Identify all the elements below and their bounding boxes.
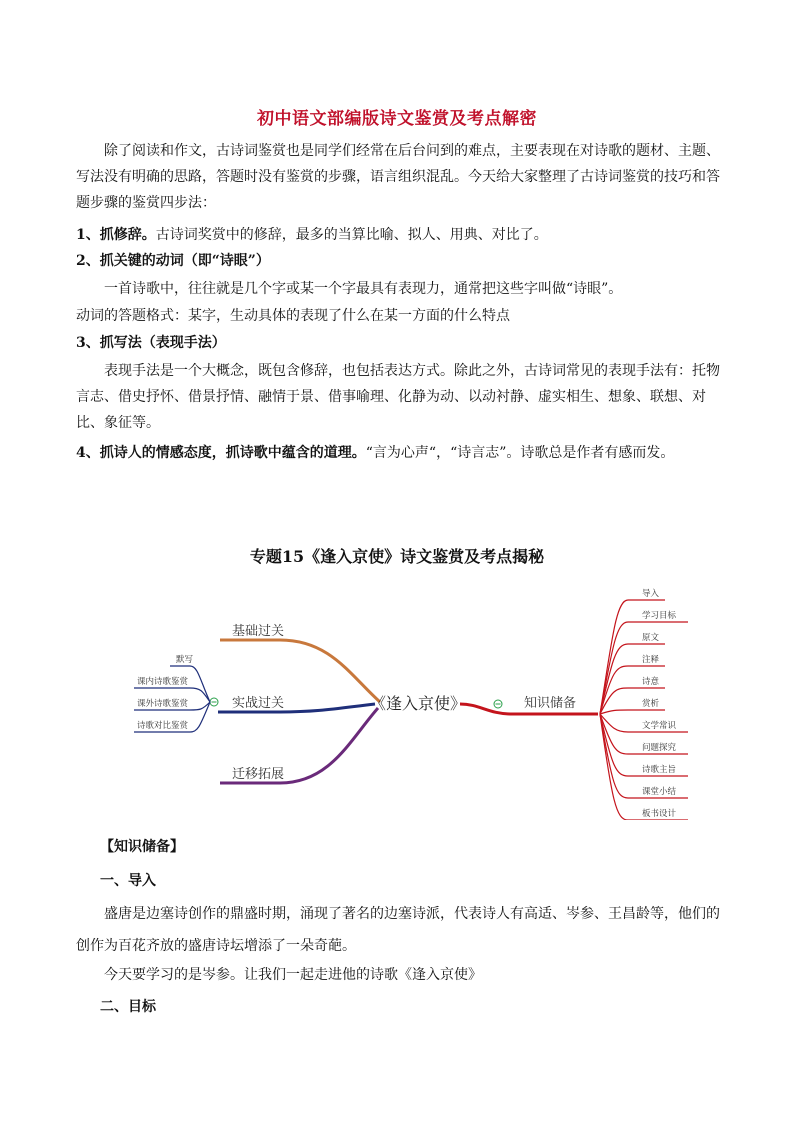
heading-daoru: 一、导入 — [100, 873, 156, 889]
sub-label-kenei: 课内诗歌鉴赏 — [137, 677, 189, 687]
branch-line-jichu — [220, 640, 380, 702]
sub-label-zhushi: 注释 — [642, 655, 660, 665]
center-node: 《逢入京使》 — [369, 694, 467, 713]
step-1 — [76, 222, 726, 248]
sub-label-shangxi: 赏析 — [642, 699, 660, 709]
step-2-answer-format: 动词的答题格式：某字，生动具体的表现了什么在某一方面的什么特点 — [76, 308, 510, 324]
step-4-heading: 4、抓诗人的情感态度，抓诗歌中蕴含的道理。 — [76, 445, 366, 461]
topic-subtitle: 专题15《逢入京使》诗文鉴赏及考点揭秘 — [249, 547, 545, 566]
branch-label-zhishi: 知识储备 — [523, 696, 577, 711]
page-title: 初中语文部编版诗文鉴赏及考点解密 — [257, 109, 537, 129]
sub-label-daoru: 导入 — [642, 589, 660, 599]
mind-map — [120, 580, 700, 820]
step-3-heading: 3、抓写法（表现手法） — [76, 335, 226, 351]
sub-label-duibi: 诗歌对比鉴赏 — [137, 721, 189, 731]
sub-label-mubiao: 学习目标 — [642, 611, 677, 621]
section-heading: 【知识储备】 — [100, 839, 184, 855]
daoru-paragraph: 盛唐是边塞诗创作的鼎盛时期，涌现了著名的边塞诗派，代表诗人有高适、岑参、王昌龄等，他们的创作为百花齐放的盛唐诗坛增添了一朵奇葩。 — [76, 906, 720, 954]
branch-label-qianyi: 迁移拓展 — [232, 767, 285, 782]
sub-label-kewai: 课外诗歌鉴赏 — [137, 699, 189, 709]
sub-label-tanjiu: 问题探究 — [642, 743, 677, 753]
sub-label-yuanwen: 原文 — [642, 633, 660, 643]
step-4-text: “言为心声“，“诗言志”。诗歌总是作者有感而发。 — [365, 445, 675, 461]
step-2-paragraph: 一首诗歌中，往往就是几个字或某一个字最具有表现力，通常把这些字叫做“诗眼”。 — [104, 281, 623, 297]
sub-label-xiaojie: 课堂小结 — [642, 787, 677, 797]
step-1-heading: 1、抓修辞。 — [76, 227, 156, 243]
sub-line-shangxi — [600, 710, 665, 714]
branch-label-shizhan: 实战过关 — [232, 696, 285, 711]
sub-label-banshu: 板书设计 — [642, 809, 677, 819]
step-1-text: 古诗词奖赏中的修辞，最多的当算比喻、拟人、用典、对比了。 — [155, 227, 548, 243]
step-4 — [76, 440, 726, 466]
sub-label-shiyi: 诗意 — [642, 677, 660, 687]
right-sub-labels — [642, 588, 677, 819]
intro-paragraph: 除了阅读和作文，古诗词鉴赏也是同学们经常在后台问到的难点，主要表现在对诗歌的题材、主题、写法没有明确的思路，答题时没有鉴赏的步骤，语言组织混乱。今天给大家整理了古诗词鉴赏的技巧和答题步骤的鉴赏四步法： — [76, 143, 720, 211]
branch-label-jichu: 基础过关 — [232, 624, 285, 639]
sub-label-zhuzhi: 诗歌主旨 — [642, 765, 677, 775]
step-3-paragraph: 表现手法是一个大概念，既包含修辞，也包括表达方式。除此之外，古诗词常见的表现手法有：托物言志、借史抒怀、借景抒情、融情于景、借事喻理、化静为动、以动衬静、虚实相生、想象、联想、对比、象征等。 — [76, 363, 720, 431]
step-2-heading: 2、抓关键的动词（即“诗眼”） — [76, 253, 270, 269]
sub-label-changshi: 文学常识 — [642, 721, 677, 731]
daoru-paragraph-2: 今天要学习的是岑参。让我们一起走进他的诗歌《逢入京使》 — [104, 967, 482, 983]
heading-mubiao: 二、目标 — [100, 999, 156, 1015]
sub-label-moxie: 默写 — [176, 655, 194, 665]
